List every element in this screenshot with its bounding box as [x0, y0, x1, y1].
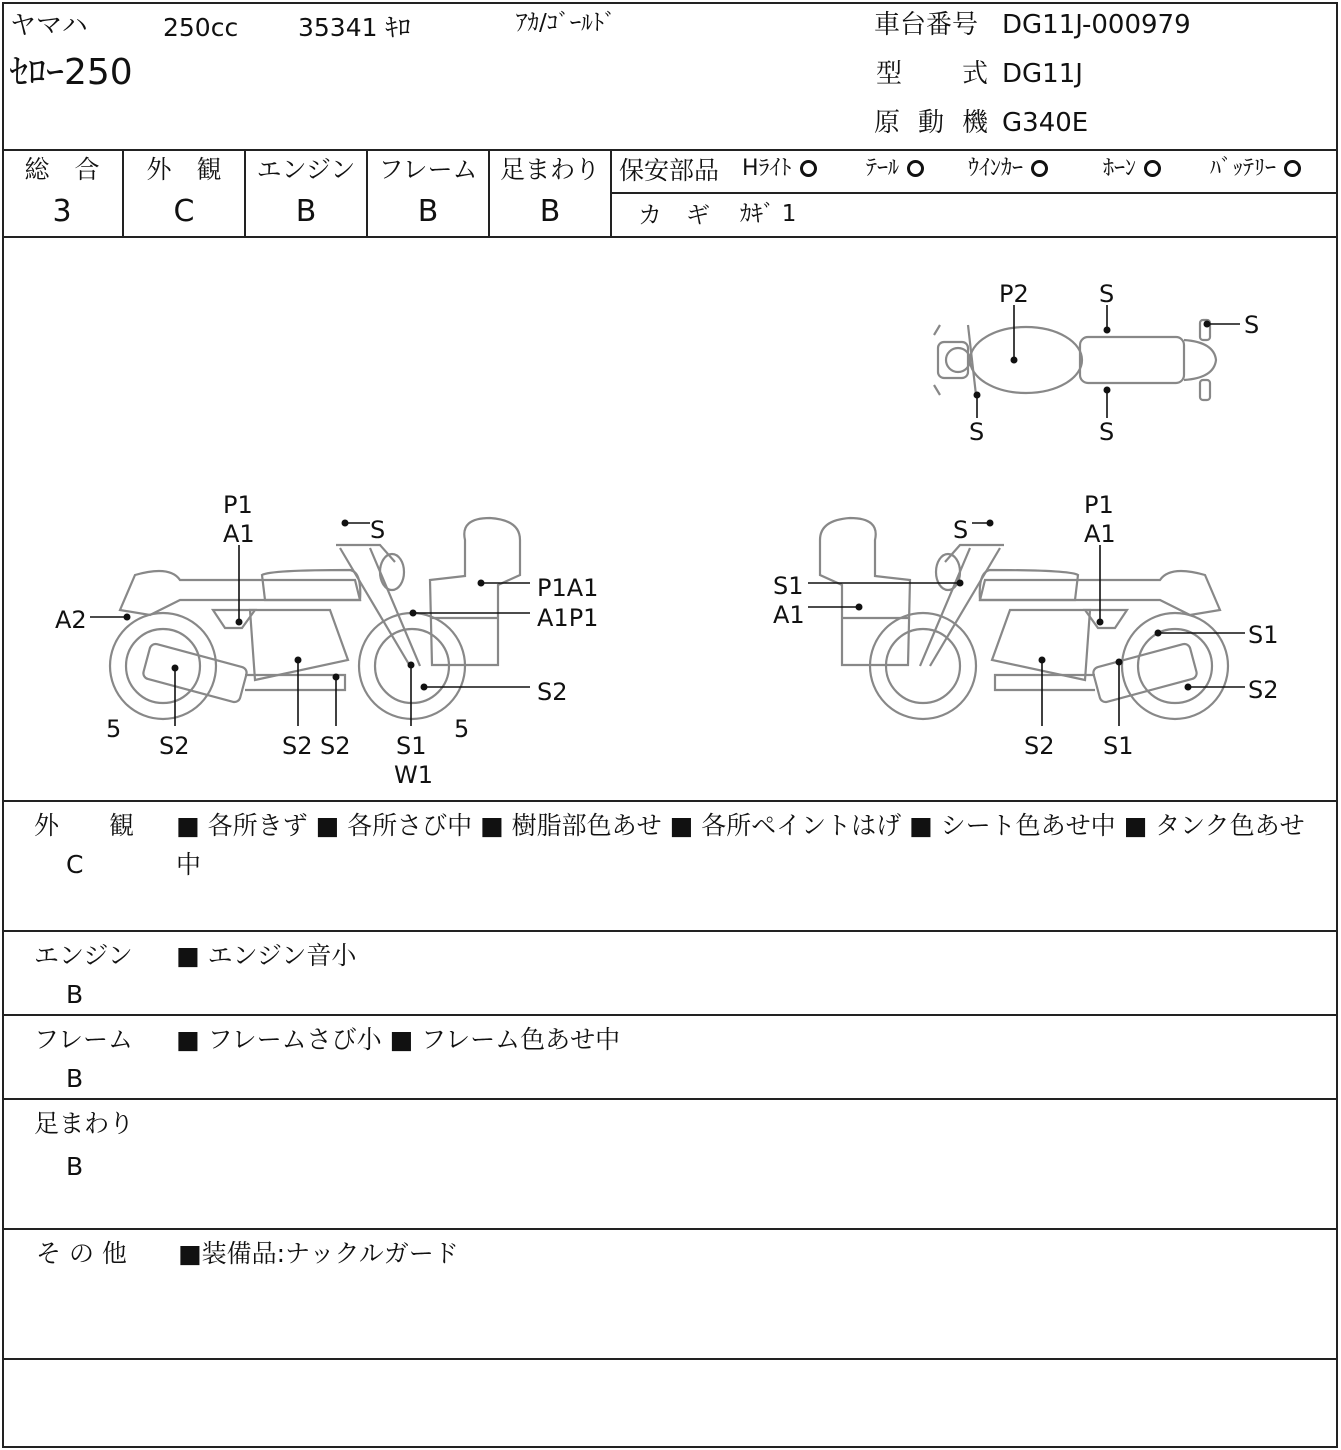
- grade-label-overall: 総 合: [24, 155, 100, 184]
- label-right-a1: A1: [1084, 520, 1116, 548]
- label-left-s2: S2: [320, 732, 351, 760]
- label-right-s2: S2: [1248, 676, 1279, 704]
- label-left-a1: A1: [223, 520, 255, 548]
- bike-right-view: [820, 518, 1228, 719]
- key-label: カ ギ: [638, 201, 710, 229]
- remark-label-other: そ の 他: [36, 1239, 127, 1268]
- remark-text-exterior-1: ■ 各所きず ■ 各所さび中 ■ 樹脂部色あせ ■ 各所ペイントはげ ■ シート色あせ中 ■ タンク色あせ: [176, 811, 1305, 840]
- safety-label: 保安部品: [619, 156, 720, 185]
- label-top-s: S: [1244, 311, 1260, 339]
- label-left-a2: A2: [55, 606, 87, 634]
- remark-text-exterior-2: 中: [176, 850, 202, 879]
- label-left-s: S: [370, 516, 386, 544]
- label-left-s2: S2: [282, 732, 313, 760]
- label-left-s2: S2: [537, 678, 568, 706]
- remark-text-engine: ■ エンジン音小: [176, 941, 357, 970]
- label-left-s1: S1: [396, 732, 427, 760]
- remark-grade-suspension: B: [66, 1152, 84, 1181]
- grade-label-frame: フレーム: [378, 155, 478, 184]
- maker: ヤマハ: [10, 11, 88, 41]
- label-top-s: S: [1099, 280, 1115, 308]
- displacement: 250cc: [163, 13, 239, 42]
- grade-value-overall: 3: [52, 194, 72, 229]
- type-value: DG11J: [1002, 59, 1083, 89]
- label-right-s2: S2: [1024, 732, 1055, 760]
- engine-label-3: 機: [962, 108, 989, 138]
- type-label-1: 型: [876, 59, 903, 89]
- label-right-s1: S1: [1103, 732, 1134, 760]
- engine-value: G340E: [1002, 108, 1089, 138]
- label-left-s2: S2: [159, 732, 190, 760]
- divider: [2, 930, 1338, 932]
- remark-label-frame: フレーム: [34, 1025, 134, 1054]
- remark-grade-exterior: C: [66, 850, 84, 879]
- divider: [2, 1014, 1338, 1016]
- divider: [2, 1098, 1338, 1100]
- label-left-p1: P1: [223, 491, 253, 519]
- label-left-w1: W1: [394, 761, 433, 789]
- grade-value-suspension: B: [539, 194, 561, 229]
- label-left-p1a1: P1A1: [537, 574, 599, 602]
- label-left-5: 5: [454, 715, 470, 743]
- color: ｱｶ/ｺﾞｰﾙﾄﾞ: [516, 10, 616, 36]
- frame-no: DG11J-000979: [1002, 10, 1191, 40]
- grade-value-frame: B: [417, 194, 439, 229]
- leaders-right: [808, 516, 1245, 727]
- label-top-s: S: [1099, 418, 1115, 446]
- grade-label-engine: エンジン: [256, 155, 356, 184]
- engine-label-2: 動: [918, 108, 945, 138]
- key-value: ｶｷﾞ 1: [740, 201, 797, 227]
- remark-text-other: ■装備品:ナックルガード: [178, 1239, 459, 1268]
- remark-label-exterior: 外 観: [34, 811, 135, 840]
- safety-item-headlight: Hﾗｲﾄ: [742, 158, 817, 180]
- label-right-s1: S1: [773, 572, 804, 600]
- remark-grade-frame: B: [66, 1064, 84, 1093]
- remark-label-suspension: 足まわり: [34, 1109, 135, 1138]
- label-left-5: 5: [106, 715, 122, 743]
- divider: [2, 1358, 1338, 1360]
- grade-label-exterior: 外 観: [146, 155, 222, 184]
- label-right-s: S: [953, 516, 969, 544]
- safety-item-battery: ﾊﾞｯﾃﾘｰ: [1210, 158, 1301, 180]
- frame-no-label: 車台番号: [874, 10, 979, 40]
- grade-value-engine: B: [295, 194, 317, 229]
- divider: [2, 800, 1338, 802]
- safety-item-horn: ﾎｰﾝ: [1103, 158, 1161, 180]
- remark-grade-engine: B: [66, 980, 84, 1009]
- type-label-2: 式: [962, 59, 989, 89]
- label-right-s1: S1: [1248, 621, 1279, 649]
- label-top-s: S: [969, 418, 985, 446]
- engine-label-1: 原: [874, 108, 901, 138]
- safety-item-tail: ﾃｰﾙ: [866, 158, 924, 180]
- label-right-a1: A1: [773, 601, 805, 629]
- grade-value-exterior: C: [173, 194, 195, 229]
- bike-left-view: [110, 518, 520, 719]
- remark-text-frame: ■ フレームさび小 ■ フレーム色あせ中: [176, 1025, 621, 1054]
- label-right-p1: P1: [1084, 491, 1114, 519]
- label-top-p2: P2: [999, 280, 1029, 308]
- mileage: 35341 ｷﾛ: [298, 13, 411, 42]
- label-left-a1p1: A1P1: [537, 604, 599, 632]
- safety-item-winker: ｳｲﾝｶｰ: [968, 158, 1048, 180]
- remark-label-engine: エンジン: [34, 941, 133, 970]
- bike-top-view: [934, 320, 1216, 400]
- model-name: ｾﾛｰ250: [10, 52, 133, 93]
- grade-label-suspension: 足まわり: [499, 155, 600, 184]
- divider: [2, 1228, 1338, 1230]
